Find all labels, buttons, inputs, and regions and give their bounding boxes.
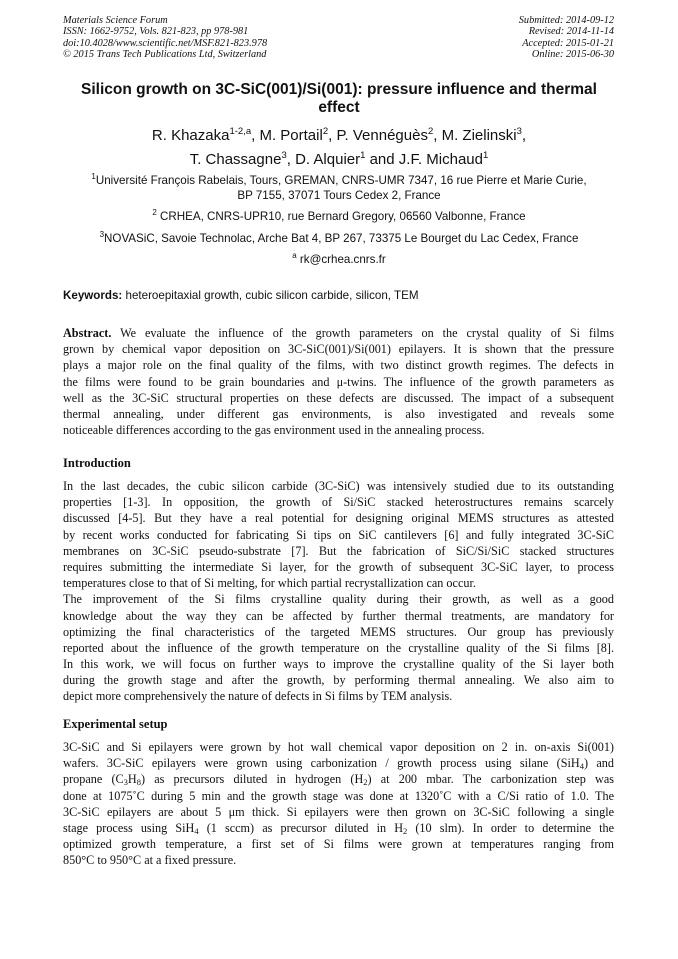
paragraph-line: knowledge about the way they can be affected by further thermal treatments, are mandatory for <box>63 608 614 623</box>
email-mark: a <box>292 251 297 260</box>
author-affiliation-mark: 3 <box>281 150 287 161</box>
affiliation-number: 3 <box>99 230 105 239</box>
text-run: propane (C <box>63 772 124 787</box>
paragraph-line: during the growth stage and after the growth, by performing thermal annealing. We also aim to <box>63 673 614 688</box>
paragraph-line: membranes on 3C-SiC pseudo-substrate [7]. But the fabrication of SiC/Si/SiC stacked structures <box>63 543 614 558</box>
paragraph-line: 850°C to 950°C at a fixed pressure. <box>63 853 237 868</box>
author-name: J.F. Michaud <box>398 151 483 168</box>
author-name: P. Vennéguès <box>336 127 428 144</box>
author-separator: , <box>328 127 337 144</box>
paragraph-line: reported about the influence of the growth temperature on the crystalline quality of the Si films [8]. <box>63 640 614 655</box>
affiliation-2 <box>60 209 618 224</box>
paragraph-line: requires submitting the intermediate Si layer, for the growth of subsequent 3C-SiC layer, to process <box>63 559 614 574</box>
paragraph-line: 3C-SiC epilayers are about 5 μm thick. Si epilayers were then grown on 3C-SiC following a single <box>63 804 614 819</box>
affiliation-1-line-1: Université François Rabelais, Tours, GREMAN, CNRS-UMR 7347, 16 rue Pierre et Marie Curie, <box>95 174 587 187</box>
affiliation-1 <box>60 173 618 203</box>
paragraph-line: In the last decades, the cubic silicon carbide (3C-SiC) was intensively studied due to its outstanding <box>63 479 614 493</box>
author-affiliation-mark: 1 <box>483 150 489 161</box>
keywords-text: heteroepitaxial growth, cubic silicon carbide, silicon, TEM <box>122 289 419 302</box>
affiliation-3-text: NOVASiC, Savoie Technolac, Arche Bat 4, BP 267, 73375 Le Bourget du Lac Cedex, France <box>104 232 579 245</box>
keywords <box>63 288 419 303</box>
author-separator: and <box>365 151 399 168</box>
paragraph-line: 3C-SiC and Si epilayers were grown by hot wall chemical vapor deposition on 2 in. on-axis Si(001) <box>63 740 614 754</box>
abstract <box>63 325 614 438</box>
paragraph-line <box>63 820 614 836</box>
journal-copyright: © 2015 Trans Tech Publications Ltd, Switzerland <box>63 48 267 60</box>
text-run: ) and <box>583 756 614 771</box>
paragraph-line: discussed [4-5]. But they have a real potential for designing original MEMS structures as attested <box>63 511 614 526</box>
author-name: T. Chassagne <box>189 151 282 168</box>
author-name: D. Alquier <box>295 151 361 168</box>
affiliation-number: 2 <box>152 208 157 217</box>
journal-doi: doi:10.4028/www.scientific.net/MSF.821-823.978 <box>63 37 268 49</box>
subscript: 4 <box>194 825 199 836</box>
journal-name: Materials Science Forum <box>63 15 168 26</box>
author-name: R. Khazaka <box>151 127 230 144</box>
abstract-line: thermal annealing, under different gas environments, is also investigated and reveals some <box>63 406 614 421</box>
date-accepted: Accepted: 2015-01-21 <box>522 37 614 49</box>
email-text: rk@crhea.cnrs.fr <box>296 253 386 266</box>
abstract-line: grown by chemical vapor deposition on 3C-SiC(001)/Si(001) epilayers. It is shown that the pressure <box>63 342 614 357</box>
paragraph-line: The improvement of the Si films crystalline quality during their growth, as well as a good <box>63 592 614 607</box>
paragraph-line: In this work, we will focus on further ways to improve the crystalline quality of the Si layer both <box>63 657 614 672</box>
text-run: (1 sccm) as precursor diluted in H <box>198 820 403 835</box>
author-separator: , <box>251 127 260 144</box>
author-separator: , <box>286 151 296 168</box>
text-run: ) at 200 mbar. The carbonization step was <box>367 772 614 787</box>
introduction-heading: Introduction <box>63 456 131 470</box>
affiliation-2-text: CRHEA, CNRS-UPR10, rue Bernard Gregory, 06560 Valbonne, France <box>156 210 526 223</box>
paragraph-line: properties [1-3]. In opposition, the growth of Si/SiC stacked heterostructures remains scarcely <box>63 495 614 510</box>
subscript: 2 <box>363 777 368 788</box>
author-affiliation-mark: 1 <box>360 150 366 161</box>
text-run: wafers. 3C-SiC epilayers were grown using carbonization / growth process using silane (SiH <box>63 756 580 771</box>
keywords-label: Keywords: <box>63 289 123 302</box>
paragraph-line: optimizing the final characteristics of the targeted MEMS structures. Our group has previously <box>63 624 614 639</box>
text-run: ) as precursors diluted in hydrogen (H <box>140 772 364 787</box>
text-run: (10 slm). In order to determine the <box>407 820 615 835</box>
subscript: 2 <box>403 825 408 836</box>
abstract-line <box>63 325 614 341</box>
date-submitted: Submitted: 2014-09-12 <box>518 15 614 26</box>
paragraph-line: optimized growth temperature, a first set of Si films were grown at temperatures ranging from <box>63 837 614 852</box>
abstract-line-text: We evaluate the influence of the growth parameters on the crystal quality of Si films <box>111 326 614 340</box>
experimental-body <box>63 739 614 869</box>
paragraph-line: depict more comprehensively the nature of defects in Si films by TEM analysis. <box>63 689 453 704</box>
author-line-2 <box>60 148 618 172</box>
journal-info <box>63 15 267 60</box>
date-revised: Revised: 2014-11-14 <box>528 26 614 38</box>
abstract-line: well as the 3C-SiC structural properties on these defects are discussed. The impact of a subsequent <box>63 390 614 405</box>
corresponding-email <box>60 252 618 267</box>
author-affiliation-mark: 2 <box>427 126 434 137</box>
date-online: Online: 2015-06-30 <box>531 48 614 60</box>
subscript: 8 <box>136 777 141 788</box>
author-line-1 <box>60 124 618 148</box>
paragraph-line: by recent works conducted for fabricating Si tips on SiC cantilevers [6] and fully integrated 3C-SiC <box>63 527 614 542</box>
subscript: 4 <box>579 761 584 772</box>
experimental-heading: Experimental setup <box>63 717 168 731</box>
dates-info <box>519 15 614 60</box>
paragraph-line <box>63 771 614 787</box>
text-run: H <box>127 772 137 787</box>
abstract-label: Abstract. <box>63 326 112 340</box>
paper-title: Silicon growth on 3C-SiC(001)/Si(001): pressure influence and thermal effect <box>81 81 597 116</box>
author-affiliation-mark: 3 <box>516 126 522 137</box>
text-run: stage process using SiH <box>63 820 195 835</box>
journal-issn: ISSN: 1662-9752, Vols. 821-823, pp 978-981 <box>63 26 249 38</box>
abstract-line: plays a major role on the final quality of the films, with two distinct growth regimes. The defects in <box>63 358 614 373</box>
affiliation-number: 1 <box>91 172 96 181</box>
author-separator: , <box>433 127 442 144</box>
author-affiliation-mark: 1-2,a <box>229 126 252 137</box>
paragraph-line <box>63 755 614 771</box>
subscript: 3 <box>123 777 128 788</box>
author-name: M. Zielinski <box>441 127 517 144</box>
author-affiliation-mark: 2 <box>322 126 329 137</box>
paragraph-line: done at 1075˚C during 5 min and the growth stage was done at 1320˚C with a C/Si ratio of 1.0. The <box>63 788 614 803</box>
paragraph-line: temperatures close to that of Si melting, for which partial recrystallization can occur. <box>63 576 476 591</box>
introduction-body <box>63 478 614 705</box>
author-name: M. Portail <box>259 127 323 144</box>
author-list <box>60 124 618 172</box>
affiliation-3 <box>60 231 618 246</box>
author-separator: , <box>521 127 527 144</box>
affiliation-1-line-2: BP 7155, 37071 Tours Cedex 2, France <box>237 189 441 202</box>
abstract-line: the films were found to be grain boundaries and μ-twins. The influence of the growth parameters as <box>63 374 614 389</box>
abstract-line: noticeable differences according to the gas environment used in the annealing process. <box>63 423 485 438</box>
